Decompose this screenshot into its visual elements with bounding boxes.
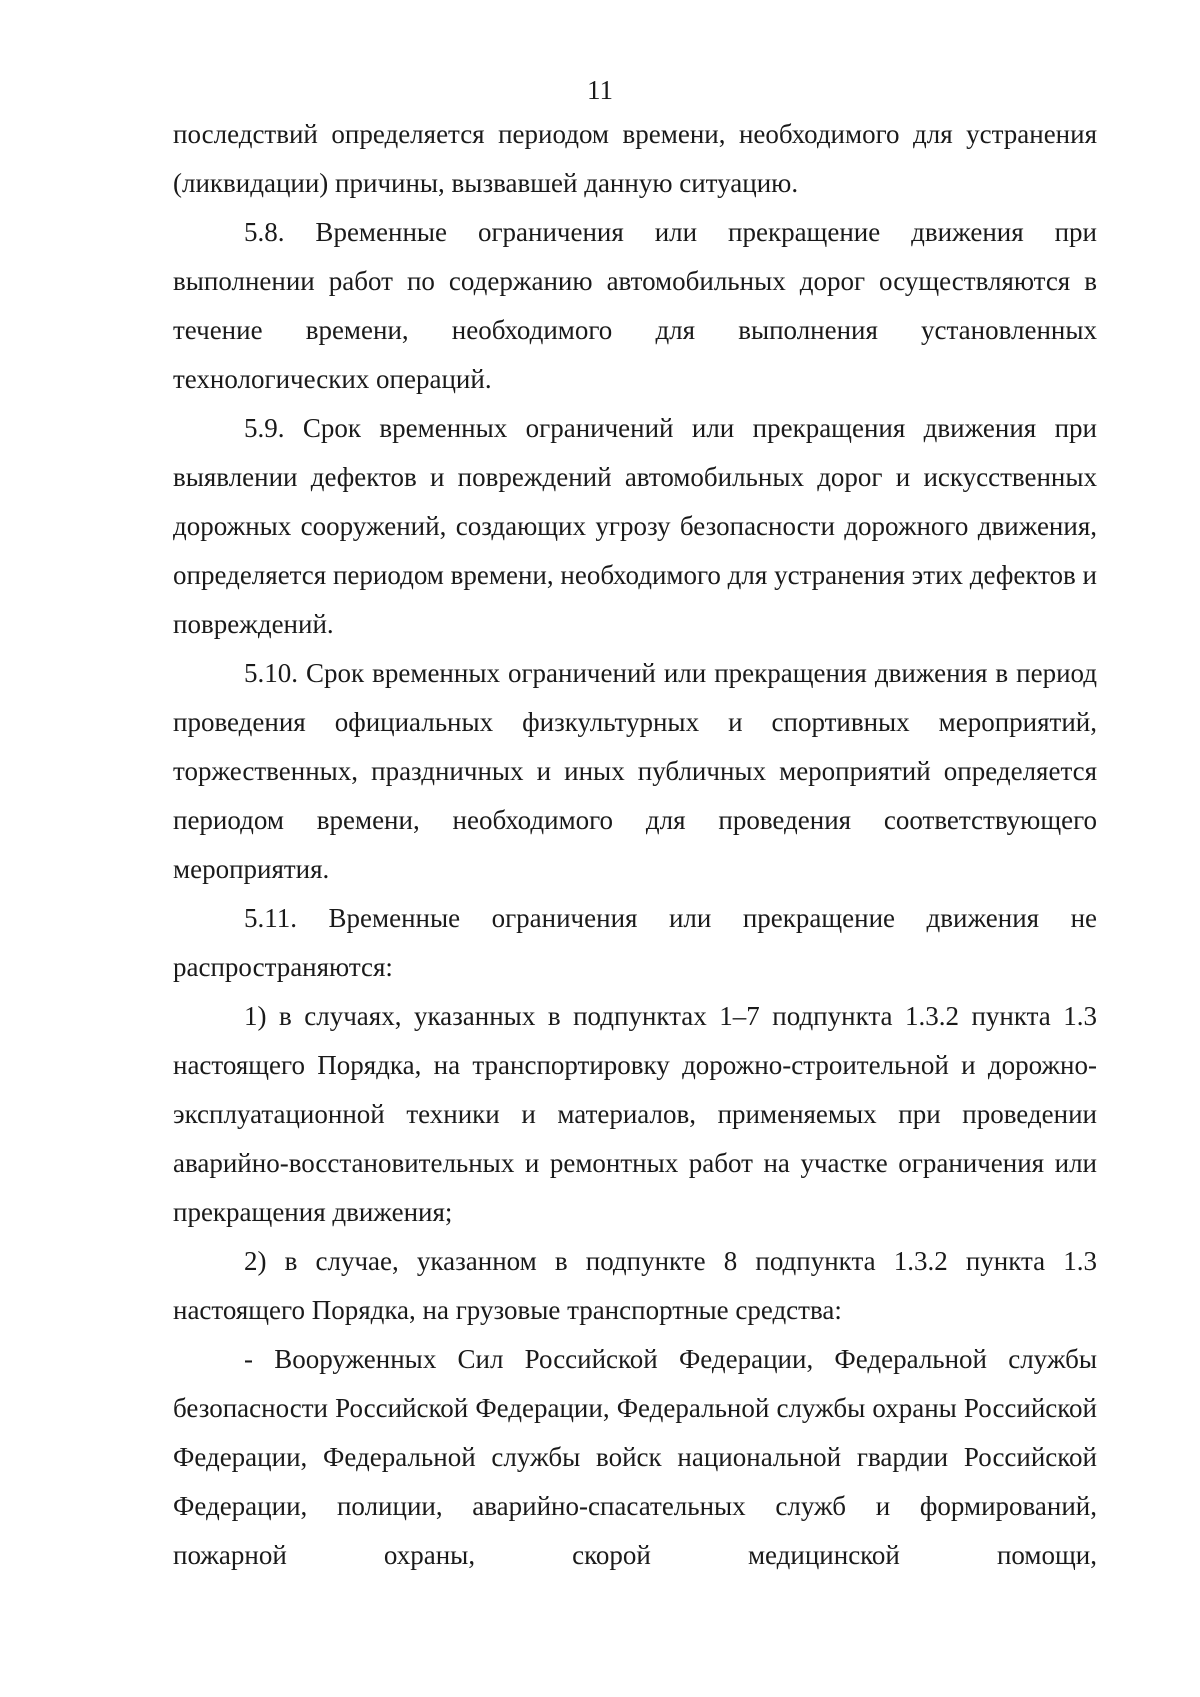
page-number: 11 [587, 75, 613, 105]
document-body [173, 110, 1097, 1580]
paragraph-5-11: 5.11. Временные ограничения или прекращение движения не распространяются: [173, 903, 1097, 982]
list-item-2: 2) в случае, указанном в подпункте 8 подпункта 1.3.2 пункта 1.3 настоящего Порядка, на грузовые транспортные средства: [173, 1246, 1097, 1325]
paragraph-5-8: 5.8. Временные ограничения или прекращение движения при выполнении работ по содержанию автомобильных дорог осуществляются в течение времени, необходимого для выполнения установленных технологических операций. [173, 217, 1097, 394]
list-item-1: 1) в случаях, указанных в подпунктах 1–7 подпункта 1.3.2 пункта 1.3 настоящего Порядка, на транспортировку дорожно-строительной и дорожно-эксплуатационной техники и материалов, применяемых при проведении аварийно-восстановительных и ремонтных работ на участке ограничения или прекращения движения; [173, 1001, 1097, 1227]
list-item-dash: - Вооруженных Сил Российской Федерации, Федеральной службы безопасности Российской Федерации, Федеральной службы охраны Российской Федерации, Федеральной службы войск национальной гвардии Российской Федерации, полиции, аварийно-спасательных служб и формирований, пожарной охраны, скорой медицинской помощи, [173, 1344, 1097, 1570]
paragraph-continuation: последствий определяется периодом времени, необходимого для устранения (ликвидации) причины, вызвавшей данную ситуацию. [173, 119, 1097, 198]
paragraph-5-10: 5.10. Срок временных ограничений или прекращения движения в период проведения официальных физкультурных и спортивных мероприятий, торжественных, праздничных и иных публичных мероприятий определяется периодом времени, необходимого для проведения соответствующего мероприятия. [173, 658, 1097, 884]
paragraph-5-9: 5.9. Срок временных ограничений или прекращения движения при выявлении дефектов и повреждений автомобильных дорог и искусственных дорожных сооружений, создающих угрозу безопасности дорожного движения, определяется периодом времени, необходимого для устранения этих дефектов и повреждений. [173, 413, 1097, 639]
